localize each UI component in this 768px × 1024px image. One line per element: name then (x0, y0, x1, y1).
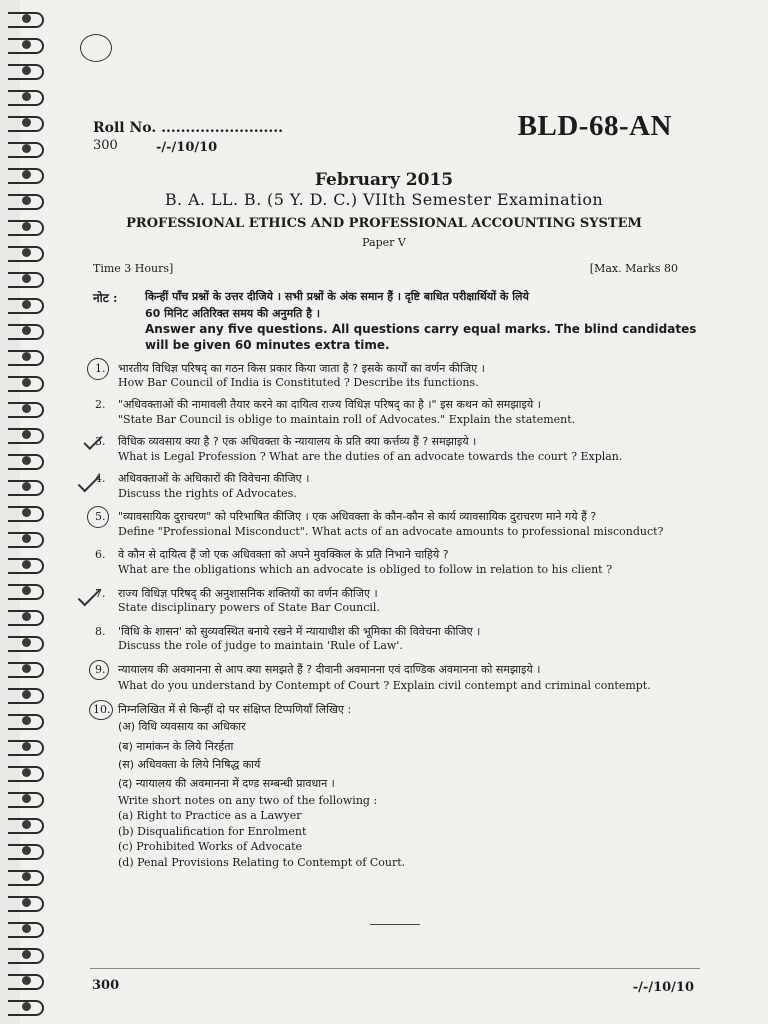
q10-english-item: (a) Right to Practice as a Lawyer (118, 809, 302, 822)
question-hindi: निम्नलिखित में से किन्हीं दो पर संक्षिप्त टिप्पणियाँ लिखिए : (118, 703, 352, 716)
q10-english-item: (b) Disqualification for Enrolment (118, 825, 307, 838)
question-hindi: अधिवक्ताओं के अधिकारों की विवेचना कीजिए । (118, 472, 310, 485)
question-number: 3. (95, 435, 106, 448)
exam-month-year: February 2015 (314, 170, 454, 190)
paper-number: Paper V (362, 236, 406, 249)
max-marks: [Max. Marks 80 (589, 262, 678, 275)
question-number: 10. (93, 703, 111, 716)
note-label: नोट : (93, 291, 118, 305)
binding-hole (22, 898, 31, 907)
note-english-line-1: Answer any five questions. All questions carry equal marks. The blind candidates (145, 322, 697, 336)
binding-hole (22, 742, 31, 751)
binding-hole (22, 664, 31, 673)
question-number: 7. (95, 587, 106, 600)
question-english: What are the obligations which an advocate is obliged to follow in relation to his client ? (118, 563, 612, 576)
end-divider (370, 924, 420, 925)
binding-hole (22, 872, 31, 881)
binding-hole (22, 924, 31, 933)
binding-hole (22, 14, 31, 23)
question-hindi: राज्य विधिज्ञ परिषद् की अनुशासनिक शक्तियों का वर्णन कीजिए । (118, 587, 378, 600)
binding-hole (22, 768, 31, 777)
binding-hole (22, 586, 31, 595)
note-hindi-line-2: 60 मिनिट अतिरिक्त समय की अनुमति है । (145, 307, 320, 320)
note-english-line-2: will be given 60 minutes extra time. (145, 338, 390, 352)
binding-hole (22, 638, 31, 647)
binding-hole (22, 976, 31, 985)
q10-english-item: (d) Penal Provisions Relating to Contempt of Court. (118, 856, 406, 869)
question-english: What do you understand by Contempt of Court ? Explain civil contempt and criminal contempt. (118, 679, 651, 692)
binding-hole (22, 690, 31, 699)
question-hindi: "व्यावसायिक दुराचरण" को परिभाषित कीजिए । एक अधिवक्ता के कौन-कौन से कार्य व्यावसायिक दुराचरण माने गये हैं ? (118, 510, 597, 523)
footer-series-number: 300 (92, 978, 120, 993)
question-hindi: "अधिवक्ताओं की नामावली तैयार करने का दायित्व राज्य विधिज्ञ परिषद् का है ।" इस कथन को समझाइये । (118, 398, 541, 411)
question-english: Define "Professional Misconduct". What acts of an advocate amounts to professional misconduct? (118, 525, 664, 538)
q10-hindi-item: (द) न्यायालय की अवमानना में दण्ड सम्बन्धी प्रावधान । (118, 777, 335, 790)
paper-series-code: -/-/10/10 (156, 140, 218, 155)
binding-hole (22, 274, 31, 283)
handwritten-circle-mark (89, 700, 113, 720)
exam-title: B. A. LL. B. (5 Y. D. C.) VIIth Semester Examination (164, 190, 604, 209)
binding-hole (22, 144, 31, 153)
question-hindi: 'विधि के शासन' को सुव्यवस्थित बनाये रखने में न्यायाधीश की भूमिका की विवेचना कीजिए । (118, 625, 481, 638)
question-english: State disciplinary powers of State Bar Council. (118, 601, 380, 614)
binding-hole (22, 300, 31, 309)
binding-hole (22, 430, 31, 439)
q10-hindi-item: (स) अधिवक्ता के लिये निषिद्ध कार्य (118, 758, 261, 771)
question-number: 6. (95, 548, 106, 561)
binding-hole (22, 794, 31, 803)
paper-series-number: 300 (93, 138, 118, 153)
question-number: 8. (95, 625, 106, 638)
binding-hole (22, 820, 31, 829)
binding-hole (22, 1002, 31, 1011)
handwritten-circle-mark (87, 358, 109, 380)
binding-hole (22, 612, 31, 621)
handwritten-circle-mark (87, 506, 109, 528)
footer-series-code: -/-/10/10 (632, 980, 694, 995)
question-number: 5. (95, 510, 106, 523)
question-number: 2. (95, 398, 106, 411)
binding-hole (22, 560, 31, 569)
roll-number-label: Roll No. ......................... (93, 120, 283, 136)
question-english: How Bar Council of India is Constituted ? Describe its functions. (118, 376, 479, 389)
question-number: 4. (95, 472, 106, 485)
question-english: Discuss the rights of Advocates. (118, 487, 297, 500)
binding-hole (22, 716, 31, 725)
note-hindi-line-1: किन्हीं पाँच प्रश्नों के उत्तर दीजिये । सभी प्रश्नों के अंक समान हैं । दृष्टि बाधित परीक्षार्थियों के लिये (145, 290, 529, 303)
binding-hole (22, 92, 31, 101)
binding-hole (22, 352, 31, 361)
binding-hole (22, 846, 31, 855)
q10-hindi-item: (ब) नामांकन के लिये निरर्हता (118, 740, 234, 753)
handwritten-circle-mark (80, 34, 112, 62)
spiral-binding (0, 0, 48, 1024)
question-hindi: विधिक व्यवसाय क्या है ? एक अधिवक्ता के न्यायालय के प्रति क्या कर्त्तव्य हैं ? समझाइये । (118, 435, 477, 448)
question-english: Write short notes on any two of the following : (118, 794, 378, 807)
binding-hole (22, 404, 31, 413)
time-allowed: Time 3 Hours] (93, 262, 174, 275)
question-number: 1. (95, 362, 106, 375)
binding-hole (22, 534, 31, 543)
q10-english-item: (c) Prohibited Works of Advocate (118, 840, 303, 853)
question-hindi: भारतीय विधिज्ञ परिषद् का गठन किस प्रकार किया जाता है ? इसके कार्यों का वर्णन कीजिए । (118, 362, 485, 375)
paper-code: BLD-68-AN (517, 110, 672, 142)
question-english: What is Legal Profession ? What are the duties of an advocate towards the court ? Explan. (118, 450, 623, 463)
question-hindi: वे कौन से दायित्व हैं जो एक अधिवक्ता को अपने मुवक्किल के प्रति निभाने चाहिये ? (118, 548, 449, 561)
subject-title: PROFESSIONAL ETHICS AND PROFESSIONAL ACCOUNTING SYSTEM (126, 216, 642, 231)
binding-hole (22, 66, 31, 75)
question-hindi: न्यायालय की अवमानना से आप क्या समझते हैं ? दीवानी अवमानना एवं दाण्डिक अवमानना को समझाइये । (118, 663, 541, 676)
binding-hole (22, 950, 31, 959)
handwritten-circle-mark (89, 660, 109, 680)
binding-hole (22, 482, 31, 491)
footer-rule (90, 968, 700, 969)
binding-hole (22, 326, 31, 335)
question-english: Discuss the role of judge to maintain 'Rule of Law'. (118, 639, 403, 652)
binding-hole (22, 456, 31, 465)
binding-hole (22, 378, 31, 387)
binding-hole (22, 40, 31, 49)
q10-hindi-item: (अ) विधि व्यवसाय का अधिकार (118, 720, 246, 733)
binding-hole (22, 118, 31, 127)
question-english: "State Bar Council is oblige to maintain roll of Advocates." Explain the statement. (118, 413, 576, 426)
binding-hole (22, 508, 31, 517)
question-number: 9. (95, 663, 106, 676)
binding-hole (22, 248, 31, 257)
